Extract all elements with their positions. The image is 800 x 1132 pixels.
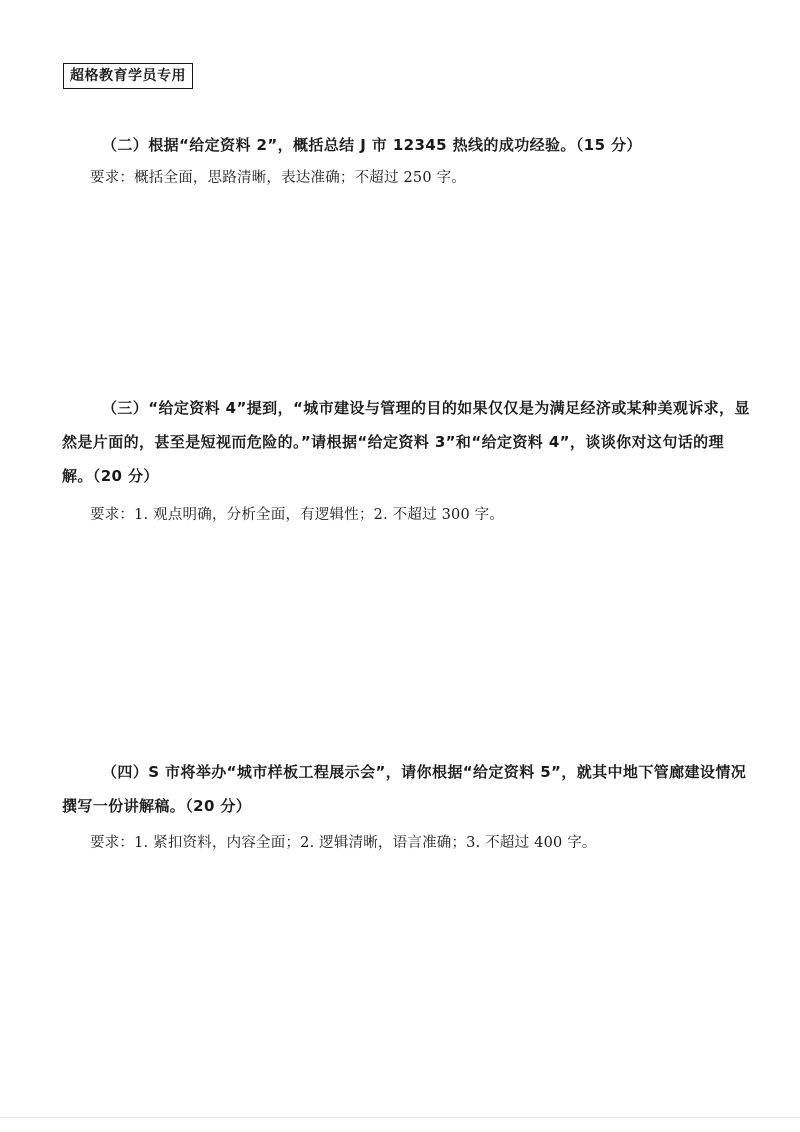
question-3-text: （三）“给定资料 4”提到，“城市建设与管理的目的如果仅仅是为满足经济或某种美观诉求，显然是片面的，甚至是短视而危险的。”请根据“给定资料 3”和“给定资料 4”，谈谈你对这句话的理解。（20 分） [62, 399, 750, 485]
question-2-text: （二）根据“给定资料 2”，概括总结 J 市 12345 热线的成功经验。（15 分） [102, 136, 642, 154]
question-2-requirement: 要求：概括全面，思路清晰，表达准确；不超过 250 字。 [90, 170, 466, 186]
scan-edge-line [0, 1117, 800, 1118]
question-2 [62, 128, 752, 194]
student-only-stamp: 超格教育学员专用 [63, 63, 193, 89]
question-3 [62, 391, 752, 531]
question-4-requirement: 要求：1. 紧扣资料，内容全面；2. 逻辑清晰，语言准确；3. 不超过 400 字。 [90, 835, 597, 851]
question-3-requirement: 要求：1. 观点明确，分析全面，有逻辑性；2. 不超过 300 字。 [90, 507, 505, 523]
question-4 [62, 755, 752, 859]
question-4-text: （四）S 市将举办“城市样板工程展示会”，请你根据“给定资料 5”，就其中地下管廊建设情况撰写一份讲解稿。（20 分） [62, 763, 747, 815]
